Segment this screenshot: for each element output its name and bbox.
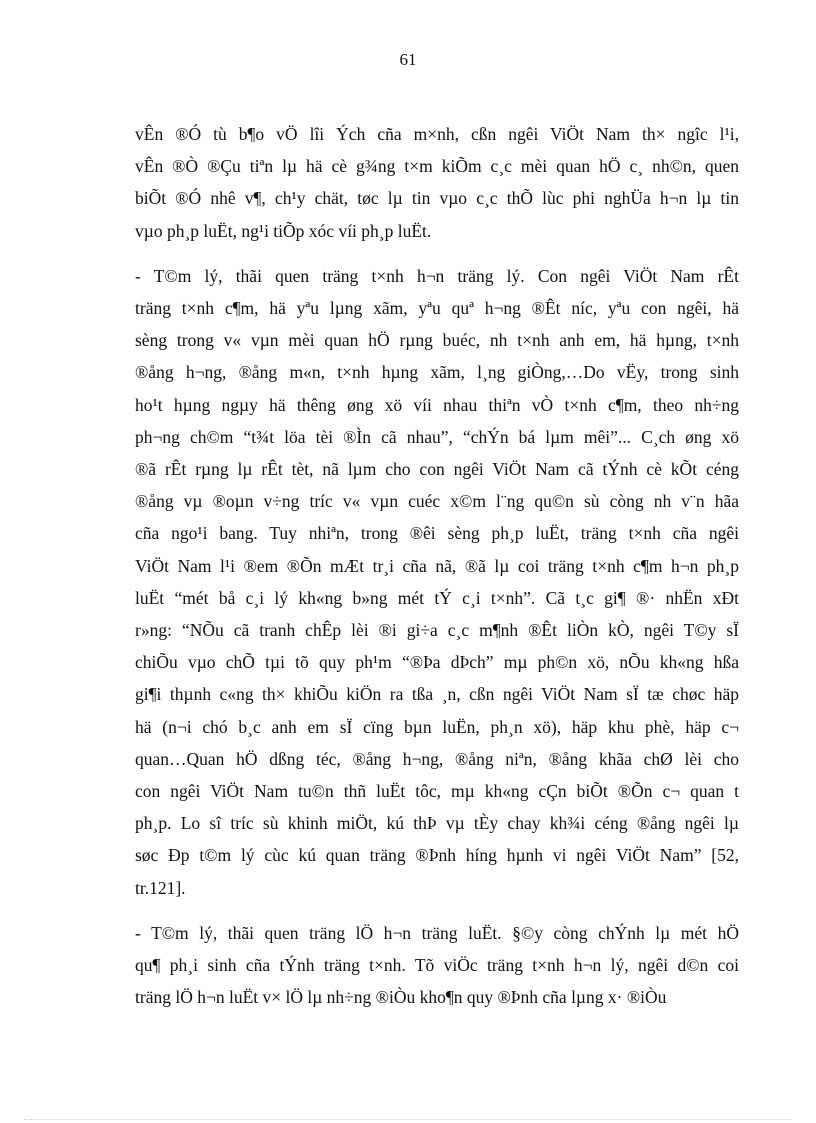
- text-line: qu¶ ph¸i sinh cña tÝnh träng t×nh. Tõ viÖc träng t×nh h¬n lý, ngêi d©n coi: [135, 955, 739, 976]
- text-line: con ngêi ViÖt Nam tu©n thñ luËt tôc, mµ kh«ng cÇn biÕt ®Õn c¬ quan t: [135, 781, 739, 802]
- text-line: vµo ph¸p luËt, ng¹i tiÕp xóc víi ph¸p luËt.: [135, 220, 432, 241]
- paragraph-1: [135, 118, 739, 247]
- text-line: - T©m lý, thãi quen träng t×nh h¬n träng lý. Con ngêi ViÖt Nam rÊt: [135, 265, 739, 286]
- text-line: vÊn ®Ò ®Çu tiªn lµ hä cè g¾ng t×m kiÕm c¸c mèi quan hÖ c¸ nh©n, quen: [135, 156, 739, 177]
- paragraph-2: [135, 260, 739, 904]
- text-line: søc Ðp t©m lý cùc kú quan träng ®Þnh híng hµnh vi ngêi ViÖt Nam” [52,: [135, 845, 739, 866]
- footer-divider: [24, 1119, 792, 1120]
- text-line: chiÕu vµo chÕ tµi tõ quy ph¹m “®Þa dÞch” mµ ph©n xö, nÕu kh«ng hßa: [135, 652, 739, 673]
- text-line: r»ng: “NÕu cã tranh chÊp lèi ®i gi÷a c¸c m¶nh ®Êt liÒn kÒ, ngêi T©y sÏ: [135, 620, 739, 641]
- text-line: ViÖt Nam l¹i ®em ®Õn mÆt tr¸i cña nã, ®ã lµ coi träng t×nh c¶m h¬n ph¸p: [135, 555, 739, 576]
- text-line: ®ã rÊt rµng lµ rÊt tèt, nã lµm cho con ngêi ViÖt Nam cã tÝnh cè kÕt céng: [135, 459, 739, 480]
- text-line: tr.121].: [135, 877, 186, 898]
- text-line: biÕt ®Ó nhê v¶, ch¹y chät, tøc lµ tin vµo c¸c thÕ lùc phi nghÜa h¬n lµ tin: [135, 188, 739, 209]
- text-line: träng t×nh c¶m, hä yªu lµng xãm, yªu quª h¬ng ®Êt níc, yªu con ngêi, hä: [135, 298, 739, 319]
- text-line: gi¶i thµnh c«ng th× khiÕu kiÖn ra tßa ¸n, cßn ngêi ViÖt Nam sÏ tæ chøc häp: [135, 684, 739, 705]
- paragraph-3: [135, 917, 739, 1014]
- text-line: quan…Quan hÖ dßng téc, ®ång h¬ng, ®ång niªn, ®ång khãa chØ lèi cho: [135, 748, 739, 769]
- text-line: sèng trong v« vµn mèi quan hÖ rµng buéc, nh t×nh anh em, hä hµng, t×nh: [135, 330, 739, 351]
- text-line: vÊn ®Ó tù b¶o vÖ lîi Ých cña m×nh, cßn ngêi ViÖt Nam th× ngîc l¹i,: [135, 124, 739, 144]
- text-line: ®ång vµ ®oµn v÷ng tríc v« vµn cuéc x©m l¨ng qu©n sù còng nh v¨n hãa: [135, 491, 739, 512]
- text-line: luËt “mét bå c¸i lý kh«ng b»ng mét tÝ c¸i t×nh”. Cã t¸c gi¶ ®· nhËn xÐt: [135, 587, 739, 608]
- text-line: cña ngo¹i bang. Tuy nhiªn, trong ®êi sèng ph¸p luËt, träng t×nh cña ngêi: [135, 523, 739, 544]
- page-number: 61: [399, 50, 417, 69]
- text-line: - T©m lý, thãi quen träng lÖ h¬n träng luËt. §©y còng chÝnh lµ mét hÖ: [135, 922, 739, 943]
- text-line: ph¸p. Lo sî tríc sù khinh miÖt, kú thÞ vµ tÈy chay kh¾i céng ®ång ngêi lµ: [135, 813, 739, 834]
- text-line: ®ång h¬ng, ®ång m«n, t×nh hµng xãm, l¸ng giÒng,…Do vËy, trong sinh: [135, 362, 739, 383]
- text-line: ph¬ng ch©m “t¾t löa tèi ®Ìn cã nhau”, “chÝn bá lµm mêi”... C¸ch øng xö: [135, 426, 739, 447]
- text-line: hä (n¬i chó b¸c anh em sÏ cïng bµn luËn, ph¸n xö), häp khu phè, häp c¬: [135, 716, 739, 737]
- text-line: träng lÖ h¬n luËt v× lÖ lµ nh÷ng ®iÒu kho¶n quy ®Þnh cña lµng x· ®iÒu: [135, 987, 667, 1008]
- body-text: [135, 118, 739, 1026]
- text-line: ho¹t hµng ngµy hä thêng øng xö víi nhau thiªn vÒ t×nh c¶m, theo nh÷ng: [135, 394, 739, 415]
